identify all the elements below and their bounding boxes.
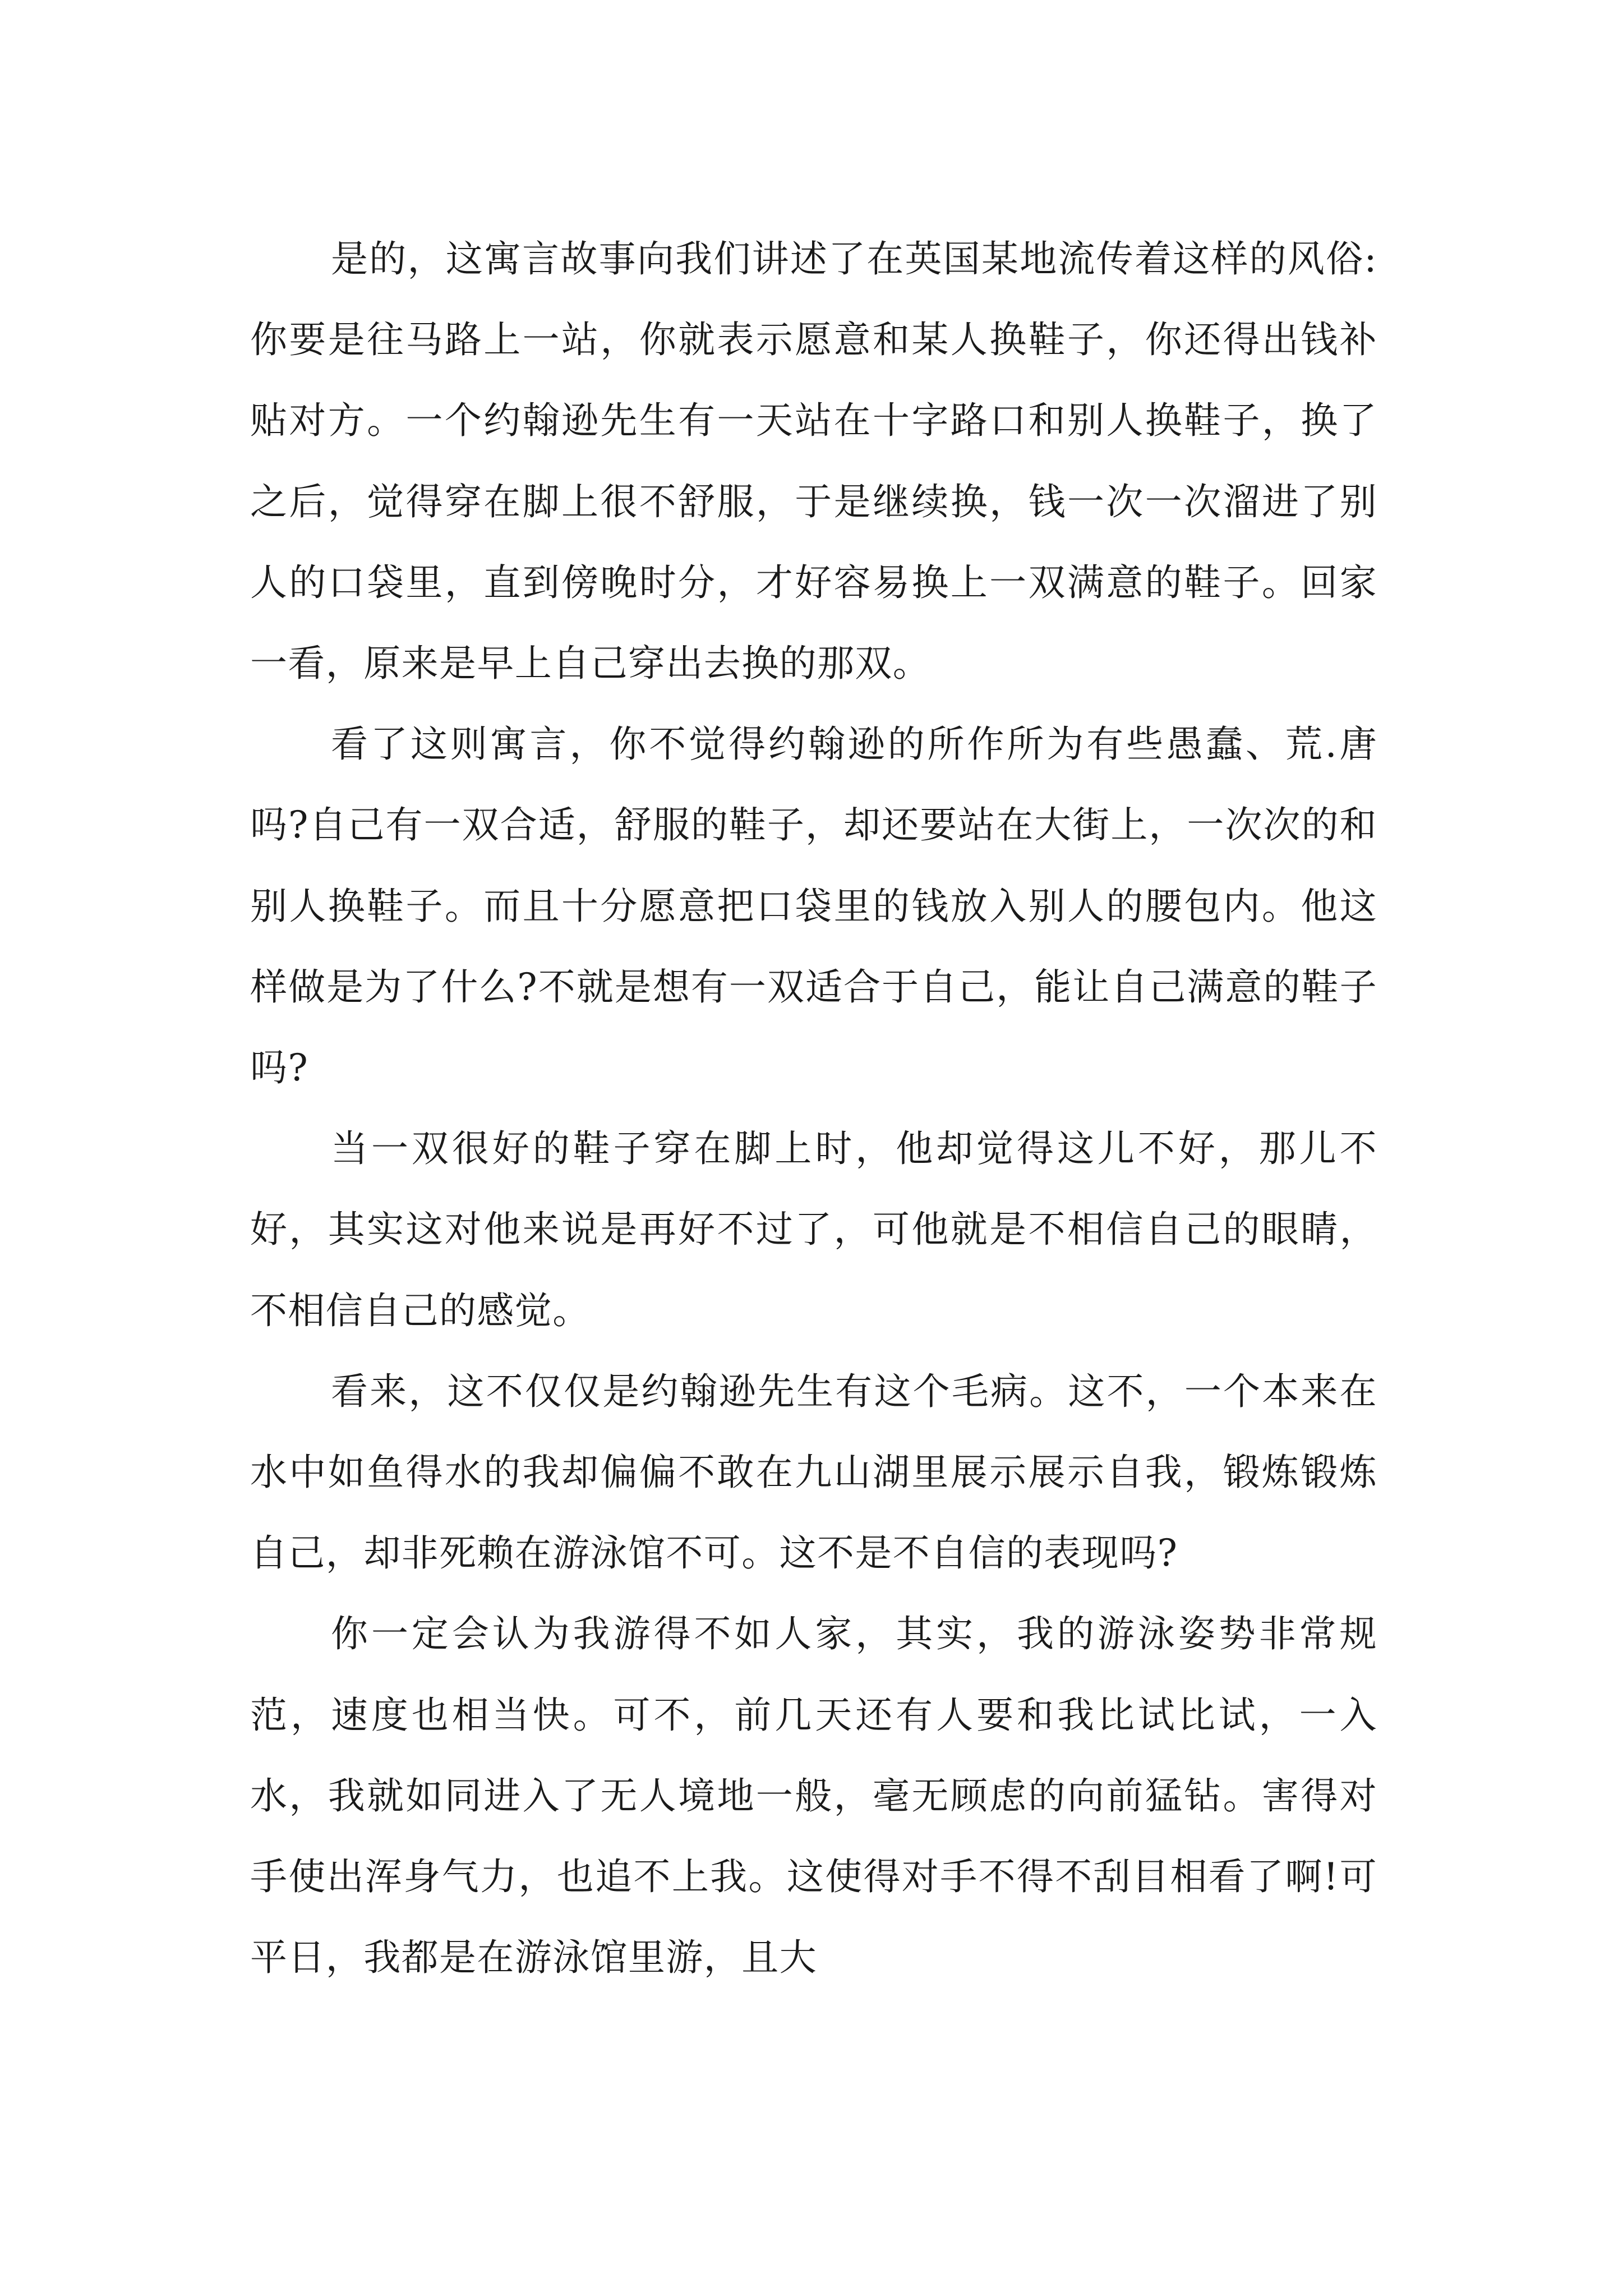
essay-body	[250, 219, 1377, 1998]
paragraph-5: 你一定会认为我游得不如人家，其实，我的游泳姿势非常规范，速度也相当快。可不，前几天还有人要和我比试比试，一入水，我就如同进入了无人境地一般，毫无顾虑的向前猛钻。害得对手使出浑身气力，也追不上我。这使得对手不得不刮目相看了啊!可平日，我都是在游泳馆里游，且大	[250, 1612, 1377, 1980]
paragraph-1: 是的，这寓言故事向我们讲述了在英国某地流传着这样的风俗:你要是往马路上一站，你就表示愿意和某人换鞋子，你还得出钱补贴对方。一个约翰逊先生有一天站在十字路口和别人换鞋子，换了之后，觉得穿在脚上很不舒服，于是继续换，钱一次一次溜进了别人的口袋里，直到傍晚时分，才好容易换上一双满意的鞋子。回家一看，原来是早上自己穿出去换的那双。	[250, 237, 1377, 685]
paragraph-3: 当一双很好的鞋子穿在脚上时，他却觉得这儿不好，那儿不好，其实这对他来说是再好不过了，可他就是不相信自己的眼睛，不相信自己的感觉。	[250, 1127, 1377, 1332]
paragraph-4: 看来，这不仅仅是约翰逊先生有这个毛病。这不，一个本来在水中如鱼得水的我却偏偏不敢在九山湖里展示展示自我，锻炼锻炼自己，却非死赖在游泳馆不可。这不是不自信的表现吗?	[250, 1369, 1377, 1575]
paragraph-2: 看了这则寓言，你不觉得约翰逊的所作所为有些愚蠢、荒.唐吗?自己有一双合适，舒服的鞋子，却还要站在大街上，一次次的和别人换鞋子。而且十分愿意把口袋里的钱放入别人的腰包内。他这样做是为了什么?不就是想有一双适合于自己，能让自己满意的鞋子吗?	[250, 723, 1377, 1090]
